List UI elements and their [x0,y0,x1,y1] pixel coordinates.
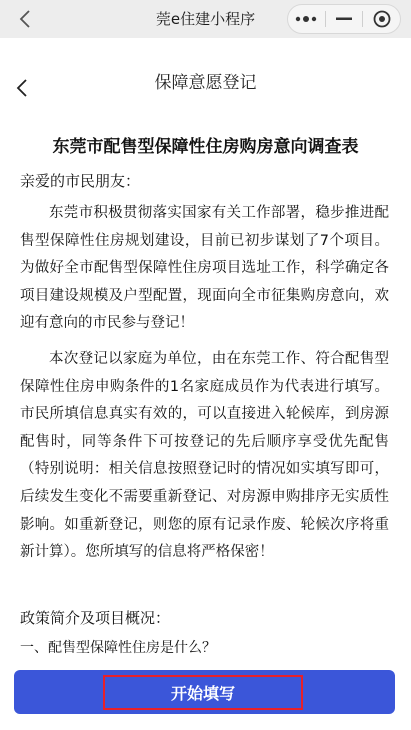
miniapp-capsule [287,4,401,34]
miniapp-nav-bar [0,0,411,38]
greeting: 亲爱的市民朋友： [20,172,141,190]
page-title: 保障意愿登记 [154,73,257,93]
start-filling-label: 开始填写 [103,675,303,710]
close-miniapp-button[interactable] [363,5,400,33]
more-icon [295,15,317,23]
minimize-icon [336,17,352,21]
section-title: 政策简介及项目概况： [20,608,171,627]
sub-title: 一、配售型保障性住房是什么？ [20,639,216,656]
chevron-left-icon [19,9,31,29]
intro-paragraph: 东莞市积极贯彻落实国家有关工作部署，稳步推进配售型保障性住房规划建设，目前已初步谋划了7个项目。为做好全市配售型保障性住房项目选址工作，科学确定各项目建设规模及户型配置，现面向全市征集购房意向，欢迎有意向的市民参与登记！ [20,205,389,332]
document-content[interactable] [0,126,411,660]
more-button[interactable] [288,5,325,33]
registration-paragraph: 本次登记以家庭为单位，由在东莞工作、符合配售型保障性住房申购条件的1名家庭成员作为代表进行填写。市民所填信息真实有效的，可以直接进入轮候库，到房源配售时，同等条件下可按登记的先后顺序享受优先配售（特别说明：相关信息按照登记时的情况如实填写即可，后续发生变化不需要重新登记、对房源申购排序无实质性影响。如重新登记，则您的原有记录作废、轮候次序将重新计算）。您所填写的信息将严格保密！ [20,350,389,561]
start-filling-button[interactable] [14,670,395,714]
miniapp-back-button[interactable] [12,5,38,33]
document-title: 东莞市配售型保障性住房购房意向调查表 [52,137,359,157]
close-target-icon [373,10,391,28]
minimize-button[interactable] [326,5,363,33]
miniapp-title: 莞e住建小程序 [155,10,256,28]
footer [0,660,411,730]
page-header [0,38,411,126]
